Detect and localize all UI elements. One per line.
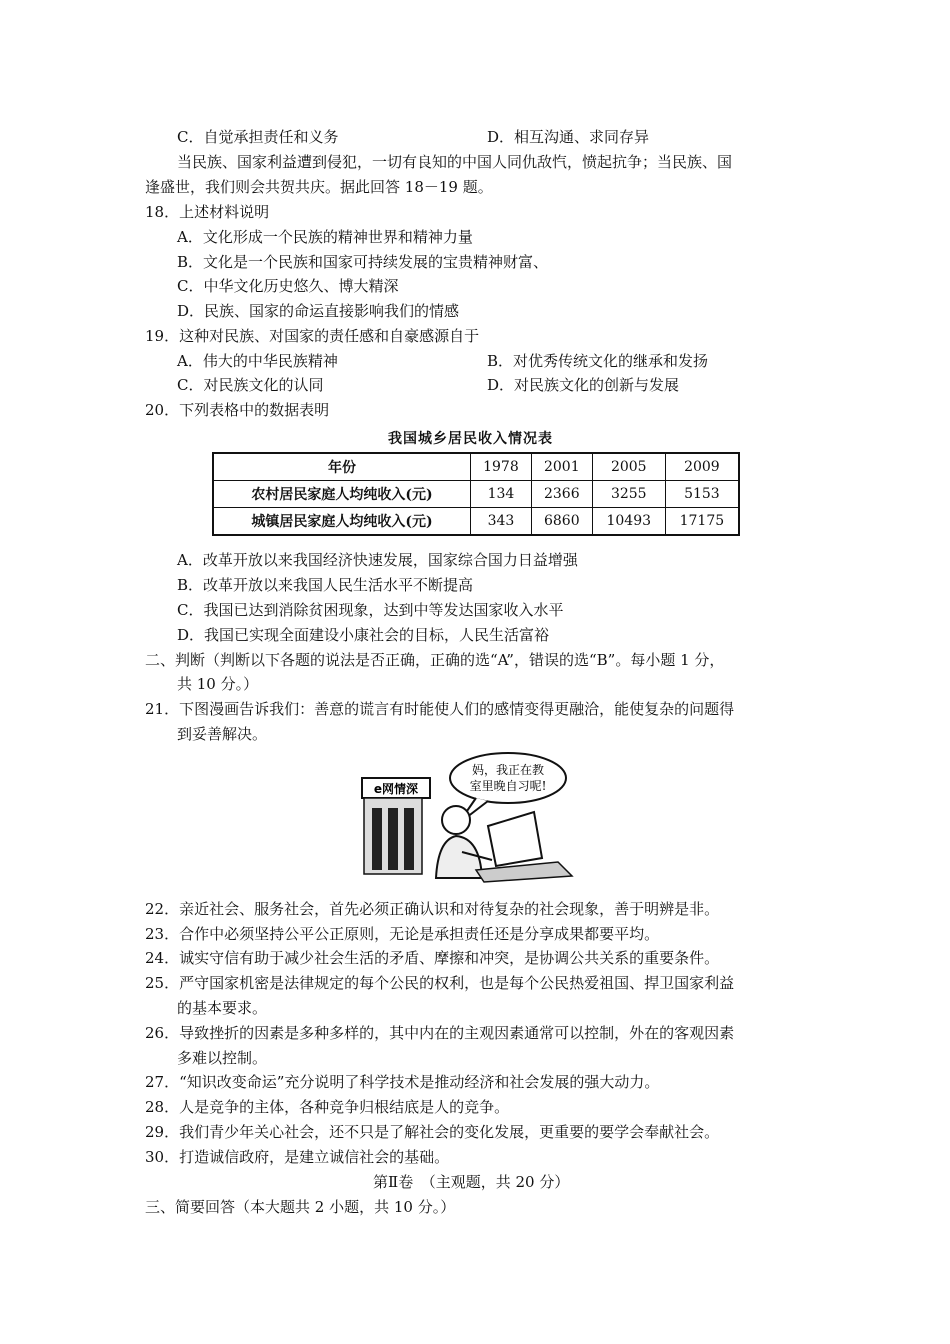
q17-option-d: D．相互沟通、求同存异	[487, 128, 650, 146]
door-bar	[388, 808, 398, 870]
speech-text-line1: 妈，我正在教	[471, 763, 545, 777]
q24: 24．诚实守信有助于减少社会生活的矛盾、摩擦和冲突，是协调公共关系的重要条件。	[145, 949, 720, 967]
cartoon-illustration	[358, 748, 588, 888]
q25-line1: 25．严守国家机密是法律规定的每个公民的权利，也是每个公民热爱祖国、捍卫国家利益	[145, 974, 735, 992]
speech-text-line2: 室里晚自习呢!	[469, 779, 547, 793]
q22: 22．亲近社会、服务社会，首先必须正确认识和对待复杂的社会现象，善于明辨是非。	[145, 900, 720, 918]
year-1978: 1978	[471, 453, 532, 481]
rural-income-1978: 134	[471, 481, 532, 508]
rural-income-2001: 2366	[531, 481, 592, 508]
q19-option-d: D．对民族文化的创新与发展	[487, 376, 680, 394]
q21-line2: 到妥善解决。	[177, 725, 268, 743]
keyboard-desk	[476, 862, 572, 882]
q20-option-c: C．我国已达到消除贫困现象，达到中等发达国家收入水平	[177, 601, 564, 619]
q28: 28．人是竞争的主体，各种竞争归根结底是人的竞争。	[145, 1098, 510, 1116]
computer-monitor	[488, 812, 542, 866]
section2-heading-line2: 共 10 分。）	[177, 675, 259, 693]
urban-income-2009: 17175	[665, 508, 739, 536]
section3-heading: 三、简要回答（本大题共 2 小题，共 10 分。）	[145, 1198, 456, 1216]
income-table-caption: 我国城乡居民收入情况表	[388, 431, 553, 447]
urban-income-2001: 6860	[531, 508, 592, 536]
person-head	[442, 806, 470, 834]
q20-option-d: D．我国已实现全面建设小康社会的目标，人民生活富裕	[177, 626, 550, 644]
q18-option-c: C．中华文化历史悠久、博大精深	[177, 277, 399, 295]
door-bar	[404, 808, 414, 870]
q19-option-a: A．伟大的中华民族精神	[177, 352, 338, 370]
door-bar	[372, 808, 382, 870]
income-table	[212, 452, 740, 536]
q19-option-c: C．对民族文化的认同	[177, 376, 324, 394]
rural-income-2005: 3255	[592, 481, 665, 508]
rural-income-label: 农村居民家庭人均纯收入(元)	[213, 481, 471, 508]
q26-line2: 多难以控制。	[177, 1049, 268, 1067]
year-header: 年份	[213, 453, 471, 481]
q18-option-d: D．民族、国家的命运直接影响我们的情感	[177, 302, 460, 320]
table-row	[213, 481, 739, 508]
urban-income-2005: 10493	[592, 508, 665, 536]
q21-line1: 21．下图漫画告诉我们：善意的谎言有时能使人们的感情变得更融洽，能使复杂的问题得	[145, 700, 735, 718]
q25-line2: 的基本要求。	[177, 999, 268, 1017]
q18-option-a: A．文化形成一个民族的精神世界和精神力量	[177, 228, 473, 246]
q20-option-b: B．改革开放以来我国人民生活水平不断提高	[177, 576, 474, 594]
q26-line1: 26．导致挫折的因素是多种多样的，其中内在的主观因素通常可以控制，外在的客观因素	[145, 1024, 735, 1042]
year-2009: 2009	[665, 453, 739, 481]
q23: 23．合作中必须坚持公平公正原则，无论是承担责任还是分享成果都要平均。	[145, 925, 660, 943]
q27: 27．“知识改变命运”充分说明了科学技术是推动经济和社会发展的强大动力。	[145, 1073, 660, 1091]
q18-stem: 18．上述材料说明	[145, 203, 270, 221]
q18-option-b: B．文化是一个民族和国家可持续发展的宝贵精神财富、	[177, 253, 549, 271]
rural-income-2009: 5153	[665, 481, 739, 508]
speech-bubble	[450, 753, 566, 803]
year-2001: 2001	[531, 453, 592, 481]
cafe-sign-text: e网情深	[373, 782, 419, 796]
material-text-line1: 当民族、国家利益遭到侵犯，一切有良知的中国人同仇敌忾，愤起抗争；当民族、国	[177, 153, 733, 171]
part2-heading: 第Ⅱ卷 （主观题，共 20 分）	[373, 1173, 570, 1191]
year-2005: 2005	[592, 453, 665, 481]
income-table-header-row	[213, 453, 739, 481]
urban-income-1978: 343	[471, 508, 532, 536]
q19-stem: 19．这种对民族、对国家的责任感和自豪感源自于	[145, 327, 480, 345]
q20-option-a: A．改革开放以来我国经济快速发展，国家综合国力日益增强	[177, 551, 578, 569]
material-text-line2: 逢盛世，我们则会共贺共庆。据此回答 18－19 题。	[145, 178, 493, 196]
q19-option-b: B．对优秀传统文化的继承和发扬	[487, 352, 709, 370]
person-body	[436, 836, 482, 878]
urban-income-label: 城镇居民家庭人均纯收入(元)	[213, 508, 471, 536]
q20-stem: 20．下列表格中的数据表明	[145, 401, 330, 419]
q29: 29．我们青少年关心社会，还不只是了解社会的变化发展，更重要的要学会奉献社会。	[145, 1123, 720, 1141]
q30: 30．打造诚信政府，是建立诚信社会的基础。	[145, 1148, 450, 1166]
section2-heading-line1: 二、判断（判断以下各题的说法是否正确，正确的选“A”，错误的选“B”。每小题 1 分，	[145, 651, 725, 669]
q17-option-c: C．自觉承担责任和义务	[177, 128, 339, 146]
table-row	[213, 508, 739, 536]
